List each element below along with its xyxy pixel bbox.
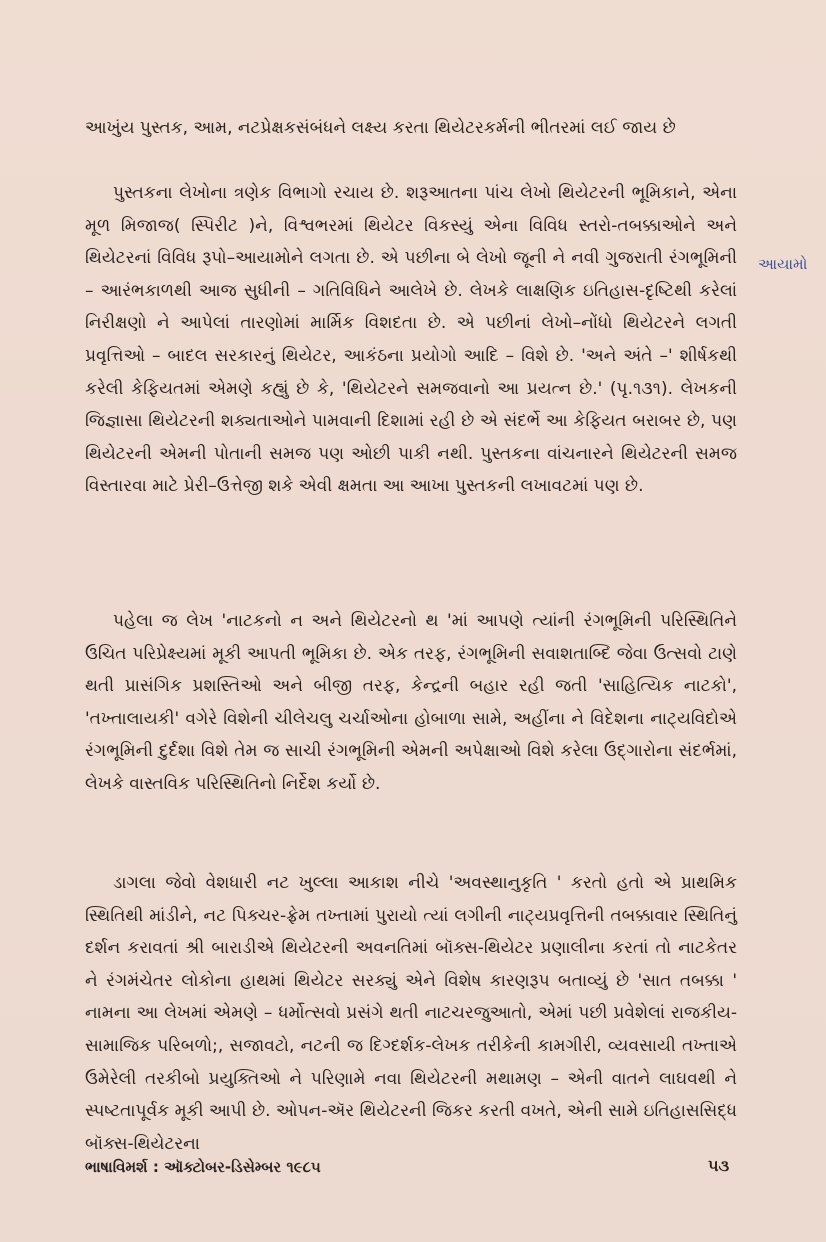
handwritten-margin-note: આયામો (758, 255, 808, 273)
paragraph-first-essay: પહેલા જ લેખ 'નાટકનો ન અને થિયેટરનો થ 'માં આપણે ત્યાંની રંગભૂમિની પરિસ્થિતિને ઉચિત પરિપ્રેક્ષ્યમાં મૂકી આપતી ભૂમિકા છે. એક તરફ, રંગભૂમિની સવાશતાબ્દિ જેવા ઉત્સવો ટાણે થતી પ્રાસંગિક પ્રશસ્તિઓ અને બીજી તરફ, કેન્દ્રની બહાર રહી જતી 'સાહિત્યિક નાટકો', 'તખ્તાલાયકી' વગેરે વિશેની ચીલેચલુ ચર્ચાઓના હોબાળા સામે, અહીંના ને વિદેશના નાટ્યવિદોએ રંગભૂમિની દુર્દશા વિશે તેમ જ સાચી રંગભૂમિની એમની અપેક્ષાઓ વિશે કરેલા ઉદ્ગારોના સંદર્ભમાં, લેખકે વાસ્તવિક પરિસ્થિતિનો નિર્દેશ કર્યો છે. (85, 611, 737, 794)
paragraph-seven-stages: ડાગલા જેવો વેશધારી નટ ખુલ્લા આકાશ નીચે 'અવસ્થાનુકૃતિ ' કરતો હતો એ પ્રાથમિક સ્થિતિથી માંડીને, નટ પિક્ચર-ફ્રેમ તખ્તામાં પુરાયો ત્યાં લગીની નાટ્યપ્રવૃત્તિની તબક્કાવાર સ્થિતિનું દર્શન કરાવતાં શ્રી બારાડીએ થિયેટરની અવનતિમાં બૉક્સ-થિયેટર પ્રણાલીના કરતાં તો નાટકેતર ને રંગમંચેતર લોકોના હાથમાં થિયેટર સરક્યું એને વિશેષ કારણરૂપ બતાવ્યું છે 'સાત તબક્કા ' નામના આ લેખમાં એમણે – ધર્મોત્સવો પ્રસંગે થતી નાટચરજુઆતો, એમાં પછી પ્રવેશેલાં રાજકીય-સામાજિક પરિબળો;, સજાવટો, નટની જ દિગ્દર્શક-લેખક તરીકેની કામગીરી, વ્યવસાયી તખ્તાએ ઉમેરેલી તરકીબો પ્રયુક્તિઓ ને પરિણામે નવા થિયેટરની મથામણ – એની વાતને લાઘવથી ને સ્પષ્ટતાપૂર્વક મૂકી આપી છે. ઓપન-ઍર થિયેટરની જિકર કરતી વખતે, એની સામે ઇતિહાસસિદ્ધ બૉક્સ-થિયેટરના (85, 873, 737, 1154)
running-footer: ભાષાવિમર્શ : ઑક્ટોબર-ડિસેમ્બર ૧૯૮૫ (85, 1158, 321, 1176)
paragraph-intro: આખુંય પુસ્તક, આમ, નટપ્રેક્ષકસંબંધને લક્ષ્ય કરતા થિયેટરકર્મની ભીતરમાં લઈ જાય છે (85, 118, 676, 138)
page-number: ૫૩ (708, 1156, 730, 1175)
paragraph-structure: પુસ્તકના લેખોના ત્રણેક વિભાગો રચાય છે. શરૂઆતના પાંચ લેખો થિયેટરની ભૂમિકાને, એના મૂળ મિજાજ( સ્પિરીટ )ને, વિશ્વભરમાં થિયેટર વિકસ્યું એના વિવિધ સ્તરો-તબક્કાઓને અને થિયેટરનાં વિવિધ રૂપો–આયામોને લગતા છે. એ પછીના બે લેખો જૂની ને નવી ગુજરાતી રંગભૂમિની – આરંભકાળથી આજ સુધીની – ગતિવિધિને આલેખે છે. લેખકે લાક્ષણિક ઇતિહાસ-દૃષ્ટિથી કરેલાં નિરીક્ષણો ને આપેલાં તારણોમાં માર્મિક વિશદતા છે. એ પછીનાં લેખો–નોંધો થિયેટરને લગતી પ્રવૃત્તિઓ – બાદલ સરકારનું થિયેટર, આકંઠના પ્રયોગો આદિ – વિશે છે. 'અને અંતે –' શીર્ષકથી કરેલી કેફિયતમાં એમણે કહ્યું છે કે, 'થિયેટરને સમજવાનો આ પ્રયત્ન છે.' (પૃ.૧૩૧). લેખકની જિજ્ઞાસા થિયેટરની શક્યતાઓને પામવાની દિશામાં રહી છે એ સંદર્ભે આ કેફિયત બરાબર છે, પણ થિયેટરની એમની પોતાની સમજ પણ ઓછી પાકી નથી. પુસ્તકના વાંચનારને થિયેટરની સમજ વિસ્તારવા માટે પ્રેરી–ઉત્તેજી શકે એવી ક્ષમતા આ આખા પુસ્તકની લખાવટમાં પણ છે. (85, 183, 737, 497)
